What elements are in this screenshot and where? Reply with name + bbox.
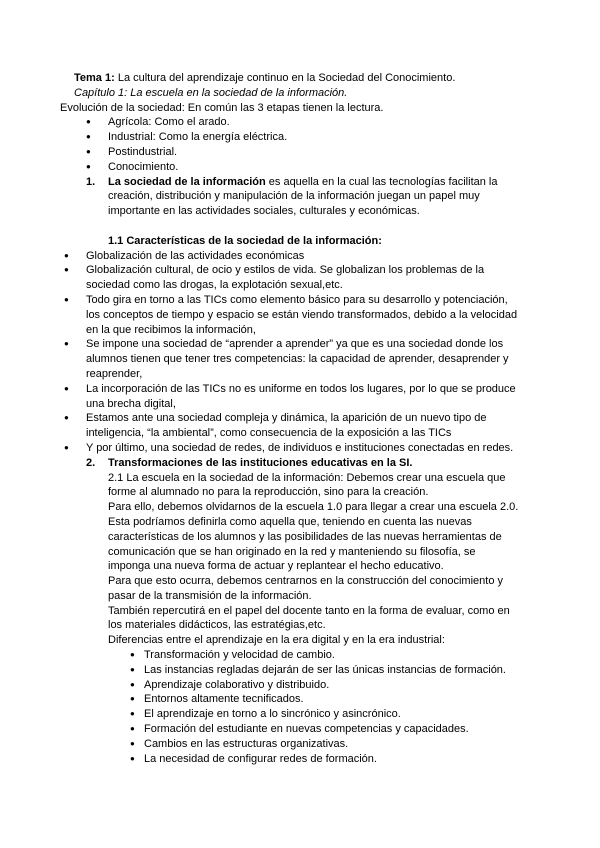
list-item: ● Las instancias regladas dejarán de ser las únicas instancias de formación. [60,663,520,678]
tema-heading [60,71,520,86]
section-2-p4: También repercutirá en el papel del docente tanto en la forma de evaluar, como en los materiales didácticos, las estratégias,etc. [108,604,510,632]
section-2-p1: 2.1 La escuela en la sociedad de la información: Debemos crear una escuela que forme al alumnado no para la reproducción, sino para la creación. [108,471,506,499]
section-1 [60,175,520,219]
list-item: ● Transformación y velocidad de cambio. [60,648,520,663]
etapas-list [60,115,520,174]
tema-text: La cultura del aprendizaje continuo en la Sociedad del Conocimiento. [114,72,456,84]
list-item: ● El aprendizaje en torno a lo sincrónico y asincrónico. [60,707,520,722]
list-item: ● Industrial: Como la energía eléctrica. [60,130,520,145]
document-body [60,71,520,766]
caracteristicas-list [38,249,520,456]
list-item: ● Postindustrial. [60,145,520,160]
list-item: ● La necesidad de configurar redes de formación. [60,752,520,767]
list-item: ● Aprendizaje colaborativo y distribuido. [60,678,520,693]
tema-label: Tema 1: [74,72,115,84]
list-item: ● Se impone una sociedad de “aprender a aprender” ya que es una sociedad donde los alumnos tienen que tener tres competencias: la capacidad de aprender, desaprender y reaprender, [38,337,520,381]
section-2-number: 2. [86,456,96,469]
section-2 [60,456,520,471]
list-item: ● Agrícola: Como el arado. [60,115,520,130]
section-1-1-title: 1.1 Características de la sociedad de la información: [108,234,382,247]
list-item: ● Todo gira en torno a las TICs como elemento básico para su desarrollo y potenciación, los conceptos de tiempo y espacio se están viendo transformados, debido a la velocidad en la que recibimos la información, [38,293,520,337]
section-2-title: Transformaciones de las instituciones educativas en la SI. [108,456,413,469]
section-1-bold: La sociedad de la información [108,175,266,188]
section-1-text: es aquella en la cual las tecnologías facilitan la creación, distribución y manipulación de la información juegan un papel muy importante en las actividades sociales, culturales y económicas. [108,175,498,218]
list-item: ● Globalización de las actividades económicas [38,249,520,264]
section-2-p5: Diferencias entre el aprendizaje en la era digital y en la era industrial: [108,634,445,647]
list-item: ● Formación del estudiante en nuevas competencias y capacidades. [60,722,520,737]
capitulo-subtitle: Capítulo 1: La escuela en la sociedad de la información. [74,86,348,99]
list-item: ● Estamos ante una sociedad compleja y dinámica, la aparición de un nuevo tipo de inteligencia, “la ambiental”, como consecuencia de la exposición a las TICs [38,411,520,441]
list-item: ● Globalización cultural, de ocio y estilos de vida. Se globalizan los problemas de la sociedad como las drogas, la explotación sexual,etc. [38,263,520,293]
list-item: ● Y por último, una sociedad de redes, de individuos e instituciones conectadas en redes. [38,441,520,456]
list-item: ● La incorporación de las TICs no es uniforme en todos los lugares, por lo que se produce una brecha digital, [38,382,520,412]
list-item: ● Entornos altamente tecnificados. [60,692,520,707]
section-2-p2: Para ello, debemos olvidarnos de la escuela 1.0 para llegar a crear una escuela 2.0. Esta podríamos definirla como aquella que, teniendo en cuenta las nuevas características de los alumnos y las posibilidades de las nuevas herramientas de comunicación que se han originado en la red y manteniendo su filosofía, se imponga una nueva forma de actuar y replantear el hecho educativo. [108,501,519,573]
section-2-p3: Para que esto ocurra, debemos centrarnos en la construcción del conocimiento y pasar de la transmisión de la información. [108,575,503,602]
list-item: ● Conocimiento. [60,160,520,175]
evolucion-text: Evolución de la sociedad: En común las 3 etapas tienen la lectura. [60,101,384,114]
section-1-number: 1. [86,175,96,188]
diferencias-list [60,648,520,766]
list-item: ● Cambios en las estructuras organizativas. [60,737,520,752]
